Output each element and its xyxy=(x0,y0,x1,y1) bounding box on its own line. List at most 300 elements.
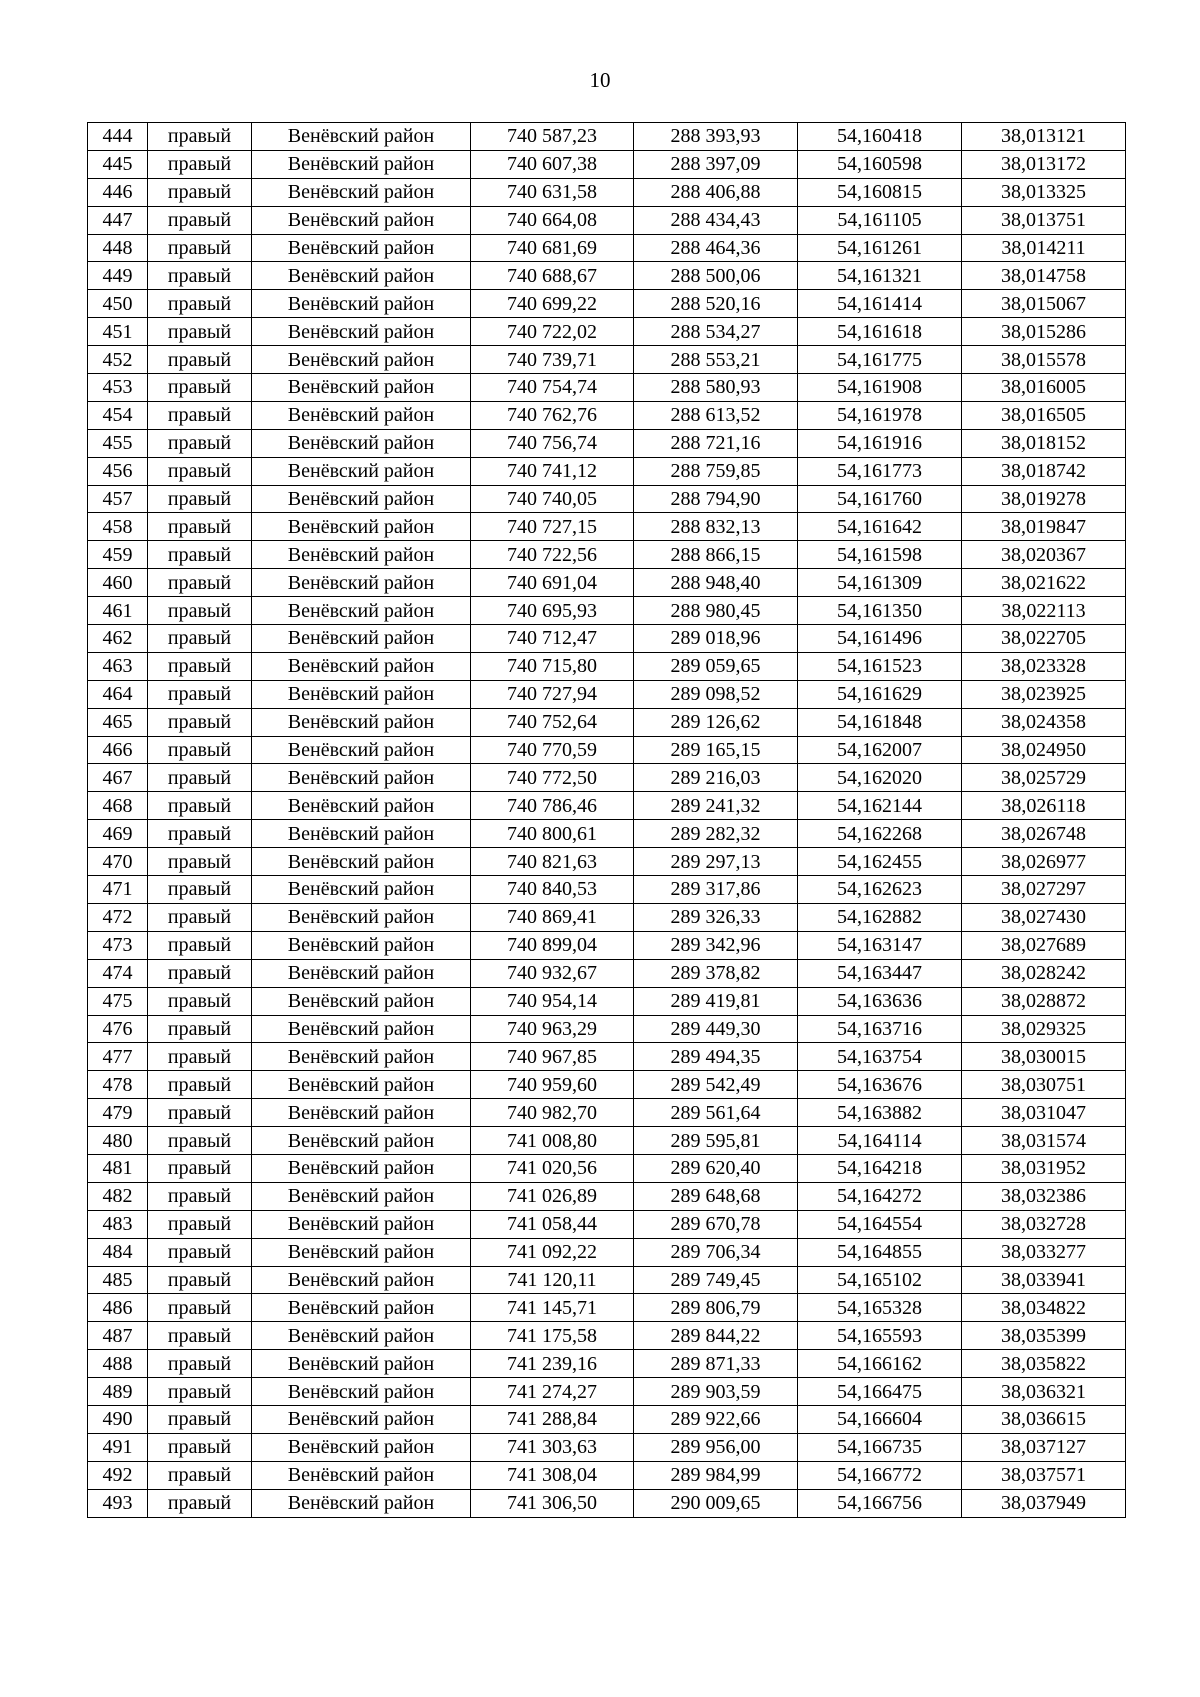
latitude-cell: 54,161618 xyxy=(798,318,962,346)
y-coordinate-cell: 289 542,49 xyxy=(634,1071,798,1099)
x-coordinate-cell: 740 712,47 xyxy=(471,625,634,653)
x-coordinate-cell: 740 772,50 xyxy=(471,764,634,792)
longitude-cell: 38,027297 xyxy=(962,876,1126,904)
y-coordinate-cell: 289 378,82 xyxy=(634,959,798,987)
point-number-cell: 481 xyxy=(88,1154,148,1182)
bank-side-cell: правый xyxy=(148,625,252,653)
district-cell: Венёвский район xyxy=(252,597,471,625)
longitude-cell: 38,025729 xyxy=(962,764,1126,792)
bank-side-cell: правый xyxy=(148,541,252,569)
table-row xyxy=(88,1433,1126,1461)
bank-side-cell: правый xyxy=(148,652,252,680)
point-number-cell: 448 xyxy=(88,234,148,262)
x-coordinate-cell: 740 959,60 xyxy=(471,1071,634,1099)
latitude-cell: 54,165328 xyxy=(798,1294,962,1322)
bank-side-cell: правый xyxy=(148,1238,252,1266)
district-cell: Венёвский район xyxy=(252,652,471,680)
point-number-cell: 479 xyxy=(88,1099,148,1127)
latitude-cell: 54,161523 xyxy=(798,652,962,680)
table-row xyxy=(88,1461,1126,1489)
latitude-cell: 54,161916 xyxy=(798,429,962,457)
latitude-cell: 54,162007 xyxy=(798,736,962,764)
district-cell: Венёвский район xyxy=(252,1127,471,1155)
point-number-cell: 458 xyxy=(88,513,148,541)
district-cell: Венёвский район xyxy=(252,1210,471,1238)
longitude-cell: 38,015067 xyxy=(962,290,1126,318)
bank-side-cell: правый xyxy=(148,1182,252,1210)
x-coordinate-cell: 741 306,50 xyxy=(471,1489,634,1517)
district-cell: Венёвский район xyxy=(252,1294,471,1322)
bank-side-cell: правый xyxy=(148,931,252,959)
longitude-cell: 38,022705 xyxy=(962,625,1126,653)
latitude-cell: 54,161496 xyxy=(798,625,962,653)
latitude-cell: 54,163636 xyxy=(798,987,962,1015)
bank-side-cell: правый xyxy=(148,290,252,318)
y-coordinate-cell: 288 397,09 xyxy=(634,150,798,178)
x-coordinate-cell: 740 664,08 xyxy=(471,206,634,234)
y-coordinate-cell: 288 832,13 xyxy=(634,513,798,541)
latitude-cell: 54,162268 xyxy=(798,820,962,848)
x-coordinate-cell: 741 303,63 xyxy=(471,1433,634,1461)
longitude-cell: 38,014211 xyxy=(962,234,1126,262)
y-coordinate-cell: 288 948,40 xyxy=(634,569,798,597)
longitude-cell: 38,016505 xyxy=(962,401,1126,429)
longitude-cell: 38,018742 xyxy=(962,457,1126,485)
y-coordinate-cell: 288 434,43 xyxy=(634,206,798,234)
x-coordinate-cell: 740 840,53 xyxy=(471,876,634,904)
x-coordinate-cell: 740 631,58 xyxy=(471,178,634,206)
table-row xyxy=(88,1043,1126,1071)
table-row xyxy=(88,541,1126,569)
y-coordinate-cell: 289 241,32 xyxy=(634,792,798,820)
longitude-cell: 38,015286 xyxy=(962,318,1126,346)
point-number-cell: 459 xyxy=(88,541,148,569)
table-row xyxy=(88,290,1126,318)
point-number-cell: 486 xyxy=(88,1294,148,1322)
point-number-cell: 461 xyxy=(88,597,148,625)
table-row xyxy=(88,931,1126,959)
table-row xyxy=(88,1322,1126,1350)
longitude-cell: 38,013121 xyxy=(962,123,1126,151)
bank-side-cell: правый xyxy=(148,792,252,820)
longitude-cell: 38,013172 xyxy=(962,150,1126,178)
x-coordinate-cell: 740 722,56 xyxy=(471,541,634,569)
y-coordinate-cell: 289 216,03 xyxy=(634,764,798,792)
district-cell: Венёвский район xyxy=(252,1433,471,1461)
y-coordinate-cell: 289 419,81 xyxy=(634,987,798,1015)
y-coordinate-cell: 288 759,85 xyxy=(634,457,798,485)
latitude-cell: 54,162455 xyxy=(798,848,962,876)
coordinates-table xyxy=(87,122,1126,1518)
table-row xyxy=(88,764,1126,792)
table-row xyxy=(88,680,1126,708)
y-coordinate-cell: 289 126,62 xyxy=(634,708,798,736)
point-number-cell: 451 xyxy=(88,318,148,346)
longitude-cell: 38,022113 xyxy=(962,597,1126,625)
y-coordinate-cell: 289 595,81 xyxy=(634,1127,798,1155)
latitude-cell: 54,162882 xyxy=(798,903,962,931)
longitude-cell: 38,037571 xyxy=(962,1461,1126,1489)
latitude-cell: 54,165593 xyxy=(798,1322,962,1350)
point-number-cell: 470 xyxy=(88,848,148,876)
table-row xyxy=(88,1182,1126,1210)
x-coordinate-cell: 740 899,04 xyxy=(471,931,634,959)
y-coordinate-cell: 288 794,90 xyxy=(634,485,798,513)
x-coordinate-cell: 740 756,74 xyxy=(471,429,634,457)
district-cell: Венёвский район xyxy=(252,959,471,987)
longitude-cell: 38,037127 xyxy=(962,1433,1126,1461)
latitude-cell: 54,161642 xyxy=(798,513,962,541)
latitude-cell: 54,166475 xyxy=(798,1378,962,1406)
bank-side-cell: правый xyxy=(148,820,252,848)
x-coordinate-cell: 740 770,59 xyxy=(471,736,634,764)
bank-side-cell: правый xyxy=(148,401,252,429)
longitude-cell: 38,026118 xyxy=(962,792,1126,820)
district-cell: Венёвский район xyxy=(252,1350,471,1378)
x-coordinate-cell: 741 020,56 xyxy=(471,1154,634,1182)
longitude-cell: 38,013751 xyxy=(962,206,1126,234)
point-number-cell: 490 xyxy=(88,1405,148,1433)
x-coordinate-cell: 741 145,71 xyxy=(471,1294,634,1322)
x-coordinate-cell: 740 739,71 xyxy=(471,346,634,374)
bank-side-cell: правый xyxy=(148,1015,252,1043)
latitude-cell: 54,160598 xyxy=(798,150,962,178)
district-cell: Венёвский район xyxy=(252,876,471,904)
x-coordinate-cell: 740 932,67 xyxy=(471,959,634,987)
table-row xyxy=(88,1238,1126,1266)
x-coordinate-cell: 740 762,76 xyxy=(471,401,634,429)
district-cell: Венёвский район xyxy=(252,457,471,485)
latitude-cell: 54,161775 xyxy=(798,346,962,374)
table-row xyxy=(88,374,1126,402)
table-row xyxy=(88,1405,1126,1433)
table-row xyxy=(88,318,1126,346)
point-number-cell: 466 xyxy=(88,736,148,764)
longitude-cell: 38,016005 xyxy=(962,374,1126,402)
x-coordinate-cell: 740 695,93 xyxy=(471,597,634,625)
bank-side-cell: правый xyxy=(148,1461,252,1489)
longitude-cell: 38,023328 xyxy=(962,652,1126,680)
longitude-cell: 38,031952 xyxy=(962,1154,1126,1182)
district-cell: Венёвский район xyxy=(252,1461,471,1489)
bank-side-cell: правый xyxy=(148,876,252,904)
y-coordinate-cell: 289 317,86 xyxy=(634,876,798,904)
x-coordinate-cell: 741 026,89 xyxy=(471,1182,634,1210)
latitude-cell: 54,164114 xyxy=(798,1127,962,1155)
y-coordinate-cell: 289 648,68 xyxy=(634,1182,798,1210)
bank-side-cell: правый xyxy=(148,1433,252,1461)
x-coordinate-cell: 740 800,61 xyxy=(471,820,634,848)
longitude-cell: 38,029325 xyxy=(962,1015,1126,1043)
longitude-cell: 38,036615 xyxy=(962,1405,1126,1433)
point-number-cell: 473 xyxy=(88,931,148,959)
district-cell: Венёвский район xyxy=(252,1154,471,1182)
district-cell: Венёвский район xyxy=(252,708,471,736)
coordinates-table-body xyxy=(88,123,1126,1518)
x-coordinate-cell: 741 288,84 xyxy=(471,1405,634,1433)
bank-side-cell: правый xyxy=(148,597,252,625)
table-row xyxy=(88,401,1126,429)
table-row xyxy=(88,569,1126,597)
longitude-cell: 38,027689 xyxy=(962,931,1126,959)
latitude-cell: 54,163147 xyxy=(798,931,962,959)
table-row xyxy=(88,1127,1126,1155)
longitude-cell: 38,032728 xyxy=(962,1210,1126,1238)
point-number-cell: 492 xyxy=(88,1461,148,1489)
latitude-cell: 54,166162 xyxy=(798,1350,962,1378)
district-cell: Венёвский район xyxy=(252,401,471,429)
district-cell: Венёвский район xyxy=(252,987,471,1015)
y-coordinate-cell: 288 866,15 xyxy=(634,541,798,569)
x-coordinate-cell: 741 274,27 xyxy=(471,1378,634,1406)
district-cell: Венёвский район xyxy=(252,1405,471,1433)
point-number-cell: 484 xyxy=(88,1238,148,1266)
district-cell: Венёвский район xyxy=(252,680,471,708)
district-cell: Венёвский район xyxy=(252,1182,471,1210)
latitude-cell: 54,166756 xyxy=(798,1489,962,1517)
longitude-cell: 38,019278 xyxy=(962,485,1126,513)
x-coordinate-cell: 740 754,74 xyxy=(471,374,634,402)
latitude-cell: 54,163676 xyxy=(798,1071,962,1099)
latitude-cell: 54,161309 xyxy=(798,569,962,597)
longitude-cell: 38,021622 xyxy=(962,569,1126,597)
district-cell: Венёвский район xyxy=(252,513,471,541)
district-cell: Венёвский район xyxy=(252,1489,471,1517)
table-row xyxy=(88,346,1126,374)
bank-side-cell: правый xyxy=(148,178,252,206)
y-coordinate-cell: 288 613,52 xyxy=(634,401,798,429)
point-number-cell: 467 xyxy=(88,764,148,792)
district-cell: Венёвский район xyxy=(252,485,471,513)
y-coordinate-cell: 288 406,88 xyxy=(634,178,798,206)
table-row xyxy=(88,1099,1126,1127)
table-row xyxy=(88,123,1126,151)
district-cell: Венёвский район xyxy=(252,150,471,178)
bank-side-cell: правый xyxy=(148,1489,252,1517)
longitude-cell: 38,035399 xyxy=(962,1322,1126,1350)
y-coordinate-cell: 289 342,96 xyxy=(634,931,798,959)
bank-side-cell: правый xyxy=(148,1350,252,1378)
y-coordinate-cell: 289 059,65 xyxy=(634,652,798,680)
table-row xyxy=(88,959,1126,987)
bank-side-cell: правый xyxy=(148,262,252,290)
point-number-cell: 450 xyxy=(88,290,148,318)
x-coordinate-cell: 740 741,12 xyxy=(471,457,634,485)
table-row xyxy=(88,234,1126,262)
table-row xyxy=(88,736,1126,764)
district-cell: Венёвский район xyxy=(252,1099,471,1127)
table-row xyxy=(88,987,1126,1015)
latitude-cell: 54,164554 xyxy=(798,1210,962,1238)
table-row xyxy=(88,820,1126,848)
longitude-cell: 38,018152 xyxy=(962,429,1126,457)
point-number-cell: 456 xyxy=(88,457,148,485)
y-coordinate-cell: 288 464,36 xyxy=(634,234,798,262)
x-coordinate-cell: 740 727,15 xyxy=(471,513,634,541)
table-row xyxy=(88,1154,1126,1182)
latitude-cell: 54,164218 xyxy=(798,1154,962,1182)
point-number-cell: 452 xyxy=(88,346,148,374)
table-row xyxy=(88,485,1126,513)
point-number-cell: 449 xyxy=(88,262,148,290)
table-row xyxy=(88,848,1126,876)
latitude-cell: 54,164855 xyxy=(798,1238,962,1266)
district-cell: Венёвский район xyxy=(252,736,471,764)
y-coordinate-cell: 289 749,45 xyxy=(634,1266,798,1294)
y-coordinate-cell: 288 580,93 xyxy=(634,374,798,402)
point-number-cell: 487 xyxy=(88,1322,148,1350)
y-coordinate-cell: 289 018,96 xyxy=(634,625,798,653)
y-coordinate-cell: 288 980,45 xyxy=(634,597,798,625)
longitude-cell: 38,023925 xyxy=(962,680,1126,708)
latitude-cell: 54,160815 xyxy=(798,178,962,206)
x-coordinate-cell: 740 607,38 xyxy=(471,150,634,178)
bank-side-cell: правый xyxy=(148,150,252,178)
district-cell: Венёвский район xyxy=(252,429,471,457)
bank-side-cell: правый xyxy=(148,318,252,346)
y-coordinate-cell: 289 098,52 xyxy=(634,680,798,708)
bank-side-cell: правый xyxy=(148,206,252,234)
point-number-cell: 468 xyxy=(88,792,148,820)
y-coordinate-cell: 289 449,30 xyxy=(634,1015,798,1043)
point-number-cell: 474 xyxy=(88,959,148,987)
table-row xyxy=(88,597,1126,625)
x-coordinate-cell: 740 681,69 xyxy=(471,234,634,262)
latitude-cell: 54,164272 xyxy=(798,1182,962,1210)
longitude-cell: 38,024358 xyxy=(962,708,1126,736)
y-coordinate-cell: 289 561,64 xyxy=(634,1099,798,1127)
x-coordinate-cell: 740 587,23 xyxy=(471,123,634,151)
x-coordinate-cell: 740 722,02 xyxy=(471,318,634,346)
latitude-cell: 54,161414 xyxy=(798,290,962,318)
bank-side-cell: правый xyxy=(148,457,252,485)
y-coordinate-cell: 288 393,93 xyxy=(634,123,798,151)
bank-side-cell: правый xyxy=(148,346,252,374)
district-cell: Венёвский район xyxy=(252,290,471,318)
latitude-cell: 54,161105 xyxy=(798,206,962,234)
longitude-cell: 38,028242 xyxy=(962,959,1126,987)
longitude-cell: 38,014758 xyxy=(962,262,1126,290)
point-number-cell: 482 xyxy=(88,1182,148,1210)
y-coordinate-cell: 289 706,34 xyxy=(634,1238,798,1266)
longitude-cell: 38,028872 xyxy=(962,987,1126,1015)
district-cell: Венёвский район xyxy=(252,206,471,234)
bank-side-cell: правый xyxy=(148,1099,252,1127)
bank-side-cell: правый xyxy=(148,123,252,151)
x-coordinate-cell: 741 308,04 xyxy=(471,1461,634,1489)
y-coordinate-cell: 288 721,16 xyxy=(634,429,798,457)
x-coordinate-cell: 740 982,70 xyxy=(471,1099,634,1127)
x-coordinate-cell: 741 058,44 xyxy=(471,1210,634,1238)
y-coordinate-cell: 289 871,33 xyxy=(634,1350,798,1378)
bank-side-cell: правый xyxy=(148,513,252,541)
latitude-cell: 54,161773 xyxy=(798,457,962,485)
x-coordinate-cell: 740 727,94 xyxy=(471,680,634,708)
district-cell: Венёвский район xyxy=(252,1015,471,1043)
point-number-cell: 453 xyxy=(88,374,148,402)
point-number-cell: 478 xyxy=(88,1071,148,1099)
bank-side-cell: правый xyxy=(148,1210,252,1238)
bank-side-cell: правый xyxy=(148,1322,252,1350)
bank-side-cell: правый xyxy=(148,1294,252,1322)
bank-side-cell: правый xyxy=(148,569,252,597)
table-row xyxy=(88,178,1126,206)
point-number-cell: 455 xyxy=(88,429,148,457)
latitude-cell: 54,163447 xyxy=(798,959,962,987)
longitude-cell: 38,030015 xyxy=(962,1043,1126,1071)
table-row xyxy=(88,1266,1126,1294)
point-number-cell: 472 xyxy=(88,903,148,931)
x-coordinate-cell: 741 175,58 xyxy=(471,1322,634,1350)
point-number-cell: 462 xyxy=(88,625,148,653)
district-cell: Венёвский район xyxy=(252,764,471,792)
bank-side-cell: правый xyxy=(148,1154,252,1182)
point-number-cell: 477 xyxy=(88,1043,148,1071)
table-row xyxy=(88,1489,1126,1517)
longitude-cell: 38,026977 xyxy=(962,848,1126,876)
point-number-cell: 489 xyxy=(88,1378,148,1406)
district-cell: Венёвский район xyxy=(252,625,471,653)
point-number-cell: 480 xyxy=(88,1127,148,1155)
y-coordinate-cell: 289 806,79 xyxy=(634,1294,798,1322)
latitude-cell: 54,160418 xyxy=(798,123,962,151)
district-cell: Венёвский район xyxy=(252,1378,471,1406)
latitude-cell: 54,161908 xyxy=(798,374,962,402)
y-coordinate-cell: 289 903,59 xyxy=(634,1378,798,1406)
table-row xyxy=(88,1350,1126,1378)
district-cell: Венёвский район xyxy=(252,1266,471,1294)
table-row xyxy=(88,1378,1126,1406)
point-number-cell: 445 xyxy=(88,150,148,178)
district-cell: Венёвский район xyxy=(252,541,471,569)
x-coordinate-cell: 741 239,16 xyxy=(471,1350,634,1378)
point-number-cell: 463 xyxy=(88,652,148,680)
x-coordinate-cell: 740 954,14 xyxy=(471,987,634,1015)
table-row xyxy=(88,652,1126,680)
point-number-cell: 475 xyxy=(88,987,148,1015)
x-coordinate-cell: 741 092,22 xyxy=(471,1238,634,1266)
latitude-cell: 54,166735 xyxy=(798,1433,962,1461)
page-number: 10 xyxy=(589,68,611,92)
latitude-cell: 54,162623 xyxy=(798,876,962,904)
table-row xyxy=(88,206,1126,234)
point-number-cell: 471 xyxy=(88,876,148,904)
district-cell: Венёвский район xyxy=(252,1043,471,1071)
longitude-cell: 38,033277 xyxy=(962,1238,1126,1266)
y-coordinate-cell: 290 009,65 xyxy=(634,1489,798,1517)
bank-side-cell: правый xyxy=(148,374,252,402)
y-coordinate-cell: 288 534,27 xyxy=(634,318,798,346)
point-number-cell: 493 xyxy=(88,1489,148,1517)
latitude-cell: 54,161848 xyxy=(798,708,962,736)
x-coordinate-cell: 741 008,80 xyxy=(471,1127,634,1155)
longitude-cell: 38,019847 xyxy=(962,513,1126,541)
latitude-cell: 54,166772 xyxy=(798,1461,962,1489)
longitude-cell: 38,015578 xyxy=(962,346,1126,374)
x-coordinate-cell: 740 963,29 xyxy=(471,1015,634,1043)
longitude-cell: 38,032386 xyxy=(962,1182,1126,1210)
longitude-cell: 38,013325 xyxy=(962,178,1126,206)
district-cell: Венёвский район xyxy=(252,1322,471,1350)
table-row xyxy=(88,876,1126,904)
longitude-cell: 38,024950 xyxy=(962,736,1126,764)
bank-side-cell: правый xyxy=(148,959,252,987)
longitude-cell: 38,031047 xyxy=(962,1099,1126,1127)
longitude-cell: 38,031574 xyxy=(962,1127,1126,1155)
y-coordinate-cell: 289 956,00 xyxy=(634,1433,798,1461)
longitude-cell: 38,030751 xyxy=(962,1071,1126,1099)
y-coordinate-cell: 289 620,40 xyxy=(634,1154,798,1182)
